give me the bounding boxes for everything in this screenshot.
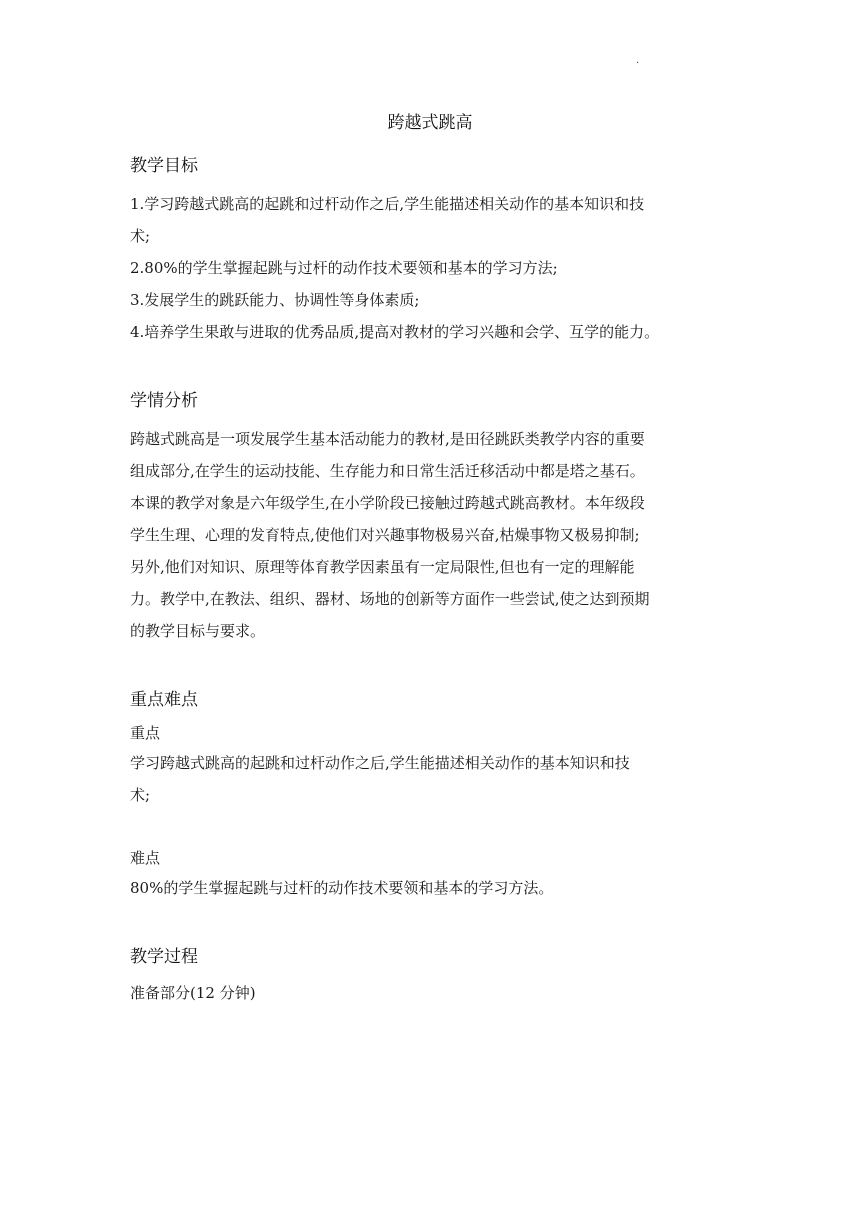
- document-body: [130, 150, 740, 1009]
- difficulty-label: 难点: [130, 849, 161, 867]
- analysis-line: 力。教学中,在教法、组织、器材、场地的创新等方面作一些尝试,使之达到预期: [130, 590, 650, 608]
- section-heading-objectives: 教学目标: [130, 156, 198, 176]
- analysis-line: 组成部分,在学生的运动技能、生存能力和日常生活迁移活动中都是塔之基石。: [130, 462, 645, 480]
- objective-line: 1.学习跨越式跳高的起跳和过杆动作之后,学生能描述相关动作的基本知识和技: [130, 195, 645, 213]
- document-title: 跨越式跳高: [387, 113, 473, 133]
- analysis-line: 另外,他们对知识、原理等体育教学因素虽有一定局限性,但也有一定的理解能: [130, 558, 635, 576]
- section-heading-analysis: 学情分析: [130, 391, 198, 411]
- key-point-label: 重点: [130, 724, 161, 742]
- objective-line: 2.80%的学生掌握起跳与过杆的动作技术要领和基本的学习方法;: [130, 259, 558, 277]
- analysis-paragraph: [130, 423, 740, 647]
- objective-line: 4.培养学生果敢与进取的优秀品质,提高对教材的学习兴趣和会学、互学的能力。: [130, 323, 660, 341]
- analysis-line: 的教学目标与要求。: [130, 622, 266, 640]
- analysis-line: 学生生理、心理的发育特点,使他们对兴趣事物极易兴奋,枯燥事物又极易抑制;: [130, 526, 640, 544]
- objective-line: 术;: [130, 227, 151, 245]
- difficulty-line: 80%的学生掌握起跳与过杆的动作技术要领和基本的学习方法。: [130, 879, 554, 897]
- key-point-line: 学习跨越式跳高的起跳和过杆动作之后,学生能描述相关动作的基本知识和技: [130, 754, 630, 772]
- section-heading-key-points: 重点难点: [130, 690, 198, 710]
- analysis-line: 跨越式跳高是一项发展学生基本活动能力的教材,是田径跳跃类教学内容的重要: [130, 430, 645, 448]
- header-mark: ·: [636, 58, 640, 69]
- process-line: 准备部分(12 分钟): [130, 984, 256, 1002]
- key-point-line: 术;: [130, 786, 151, 804]
- analysis-line: 本课的教学对象是六年级学生,在小学阶段已接触过跨越式跳高教材。本年级段: [130, 494, 645, 512]
- objective-line: 3.发展学生的跳跃能力、协调性等身体素质;: [130, 291, 420, 309]
- objectives-list: [130, 188, 740, 348]
- section-heading-process: 教学过程: [130, 947, 198, 967]
